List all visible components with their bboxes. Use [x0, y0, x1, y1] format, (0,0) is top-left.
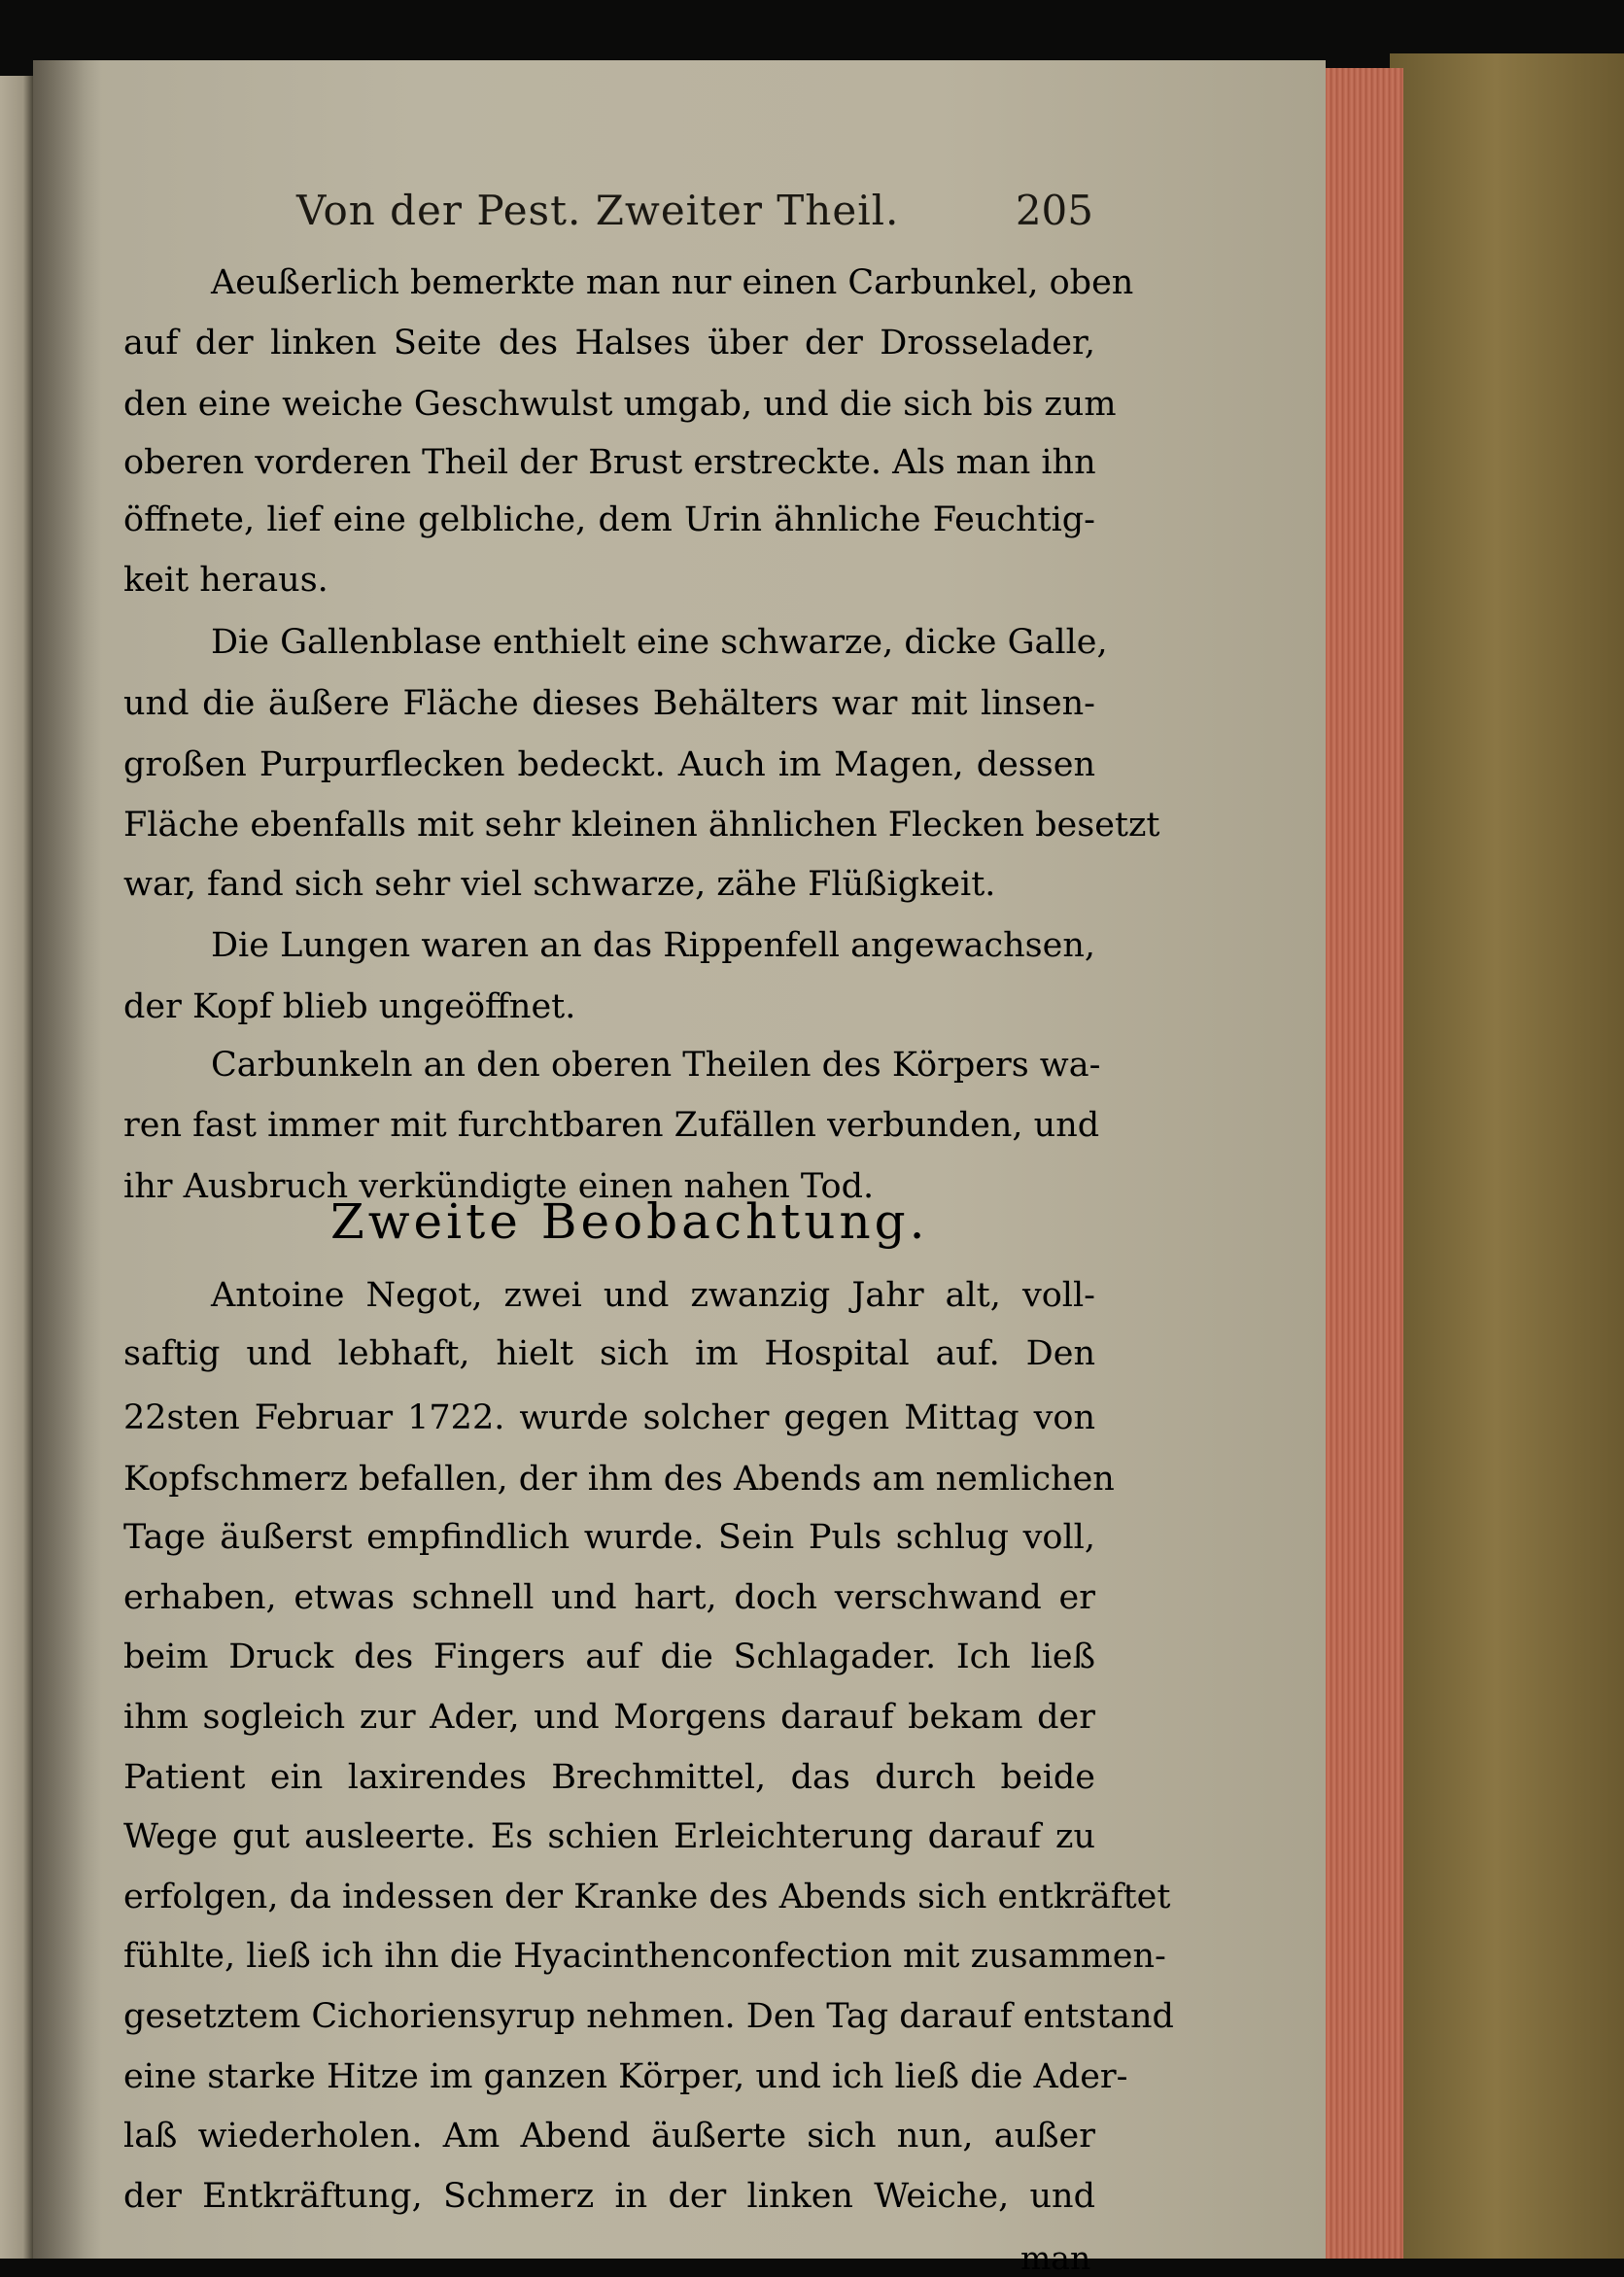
text-line: saftig und lebhaft, hielt sich im Hospital auf. Den: [123, 1334, 1095, 1373]
text-line: der Entkräftung, Schmerz in der linken Weiche, und: [123, 2177, 1095, 2216]
facing-page-edge: [0, 76, 33, 2259]
text-line: großen Purpurflecken bedeckt. Auch im Magen, dessen: [123, 745, 1095, 784]
text-line: und die äußere Fläche dieses Behälters war mit linsen-: [123, 684, 1095, 723]
text-line: oberen vorderen Theil der Brust erstreckte. Als man ihn: [123, 443, 1096, 482]
catchword: man: [1020, 2239, 1091, 2277]
text-line: Die Lungen waren an das Rippenfell angewachsen,: [211, 926, 1095, 965]
text-line: Antoine Negot, zwei und zwanzig Jahr alt, voll-: [211, 1276, 1095, 1315]
text-line: Wege gut ausleerte. Es schien Erleichterung darauf zu: [123, 1817, 1095, 1856]
running-head-title: Von der Pest. Zweiter Theil.: [296, 187, 900, 234]
text-line: der Kopf blieb ungeöffnet.: [123, 987, 576, 1026]
text-line: gesetztem Cichoriensyrup nehmen. Den Tag darauf entstand: [123, 1997, 1174, 2036]
text-line: erfolgen, da indessen der Kranke des Abends sich entkräftet: [123, 1878, 1171, 1916]
text-line: Die Gallenblase enthielt eine schwarze, dicke Galle,: [211, 623, 1108, 662]
text-line: Aeußerlich bemerkte man nur einen Carbunkel, oben: [211, 263, 1134, 302]
section-heading: Zweite Beobachtung.: [330, 1193, 929, 1250]
text-line: beim Druck des Fingers auf die Schlagader. Ich ließ: [123, 1638, 1095, 1676]
page-number: 205: [1015, 187, 1093, 234]
text-line: Kopfschmerz befallen, der ihm des Abends am nemlichen: [123, 1460, 1115, 1499]
text-line: erhaben, etwas schnell und hart, doch verschwand er: [123, 1578, 1095, 1617]
text-line: Tage äußerst empfindlich wurde. Sein Puls schlug voll,: [123, 1518, 1095, 1557]
text-line: keit heraus.: [123, 561, 328, 600]
book-cover-board: [1390, 53, 1624, 2259]
text-line: 22sten Februar 1722. wurde solcher gegen Mittag von: [123, 1398, 1095, 1437]
text-line: ren fast immer mit furchtbaren Zufällen verbunden, und: [123, 1106, 1100, 1145]
text-line: fühlte, ließ ich ihn die Hyacinthenconfection mit zusammen-: [123, 1937, 1166, 1976]
text-line: Fläche ebenfalls mit sehr kleinen ähnlichen Flecken besetzt: [123, 806, 1160, 845]
text-line: den eine weiche Geschwulst umgab, und die sich bis zum: [123, 385, 1117, 424]
text-line: war, fand sich sehr viel schwarze, zähe Flüßigkeit.: [123, 865, 996, 904]
text-line: eine starke Hitze im ganzen Körper, und ich ließ die Ader-: [123, 2057, 1128, 2096]
text-line: Carbunkeln an den oberen Theilen des Körpers wa-: [211, 1046, 1101, 1085]
running-head: [296, 187, 1093, 245]
text-line: auf der linken Seite des Halses über der Drosselader,: [123, 324, 1095, 362]
text-line: Patient ein laxirendes Brechmittel, das durch beide: [123, 1758, 1095, 1797]
text-line: ihm sogleich zur Ader, und Morgens darauf bekam der: [123, 1698, 1095, 1737]
page-fore-edge: [1326, 68, 1403, 2259]
text-line: öffnete, lief eine gelbliche, dem Urin ähnliche Feuchtig-: [123, 500, 1095, 539]
text-line: ihr Ausbruch verkündigte einen nahen Tod.: [123, 1167, 875, 1206]
gutter-shadow: [33, 60, 101, 2259]
text-line: laß wiederholen. Am Abend äußerte sich nun, außer: [123, 2117, 1095, 2156]
